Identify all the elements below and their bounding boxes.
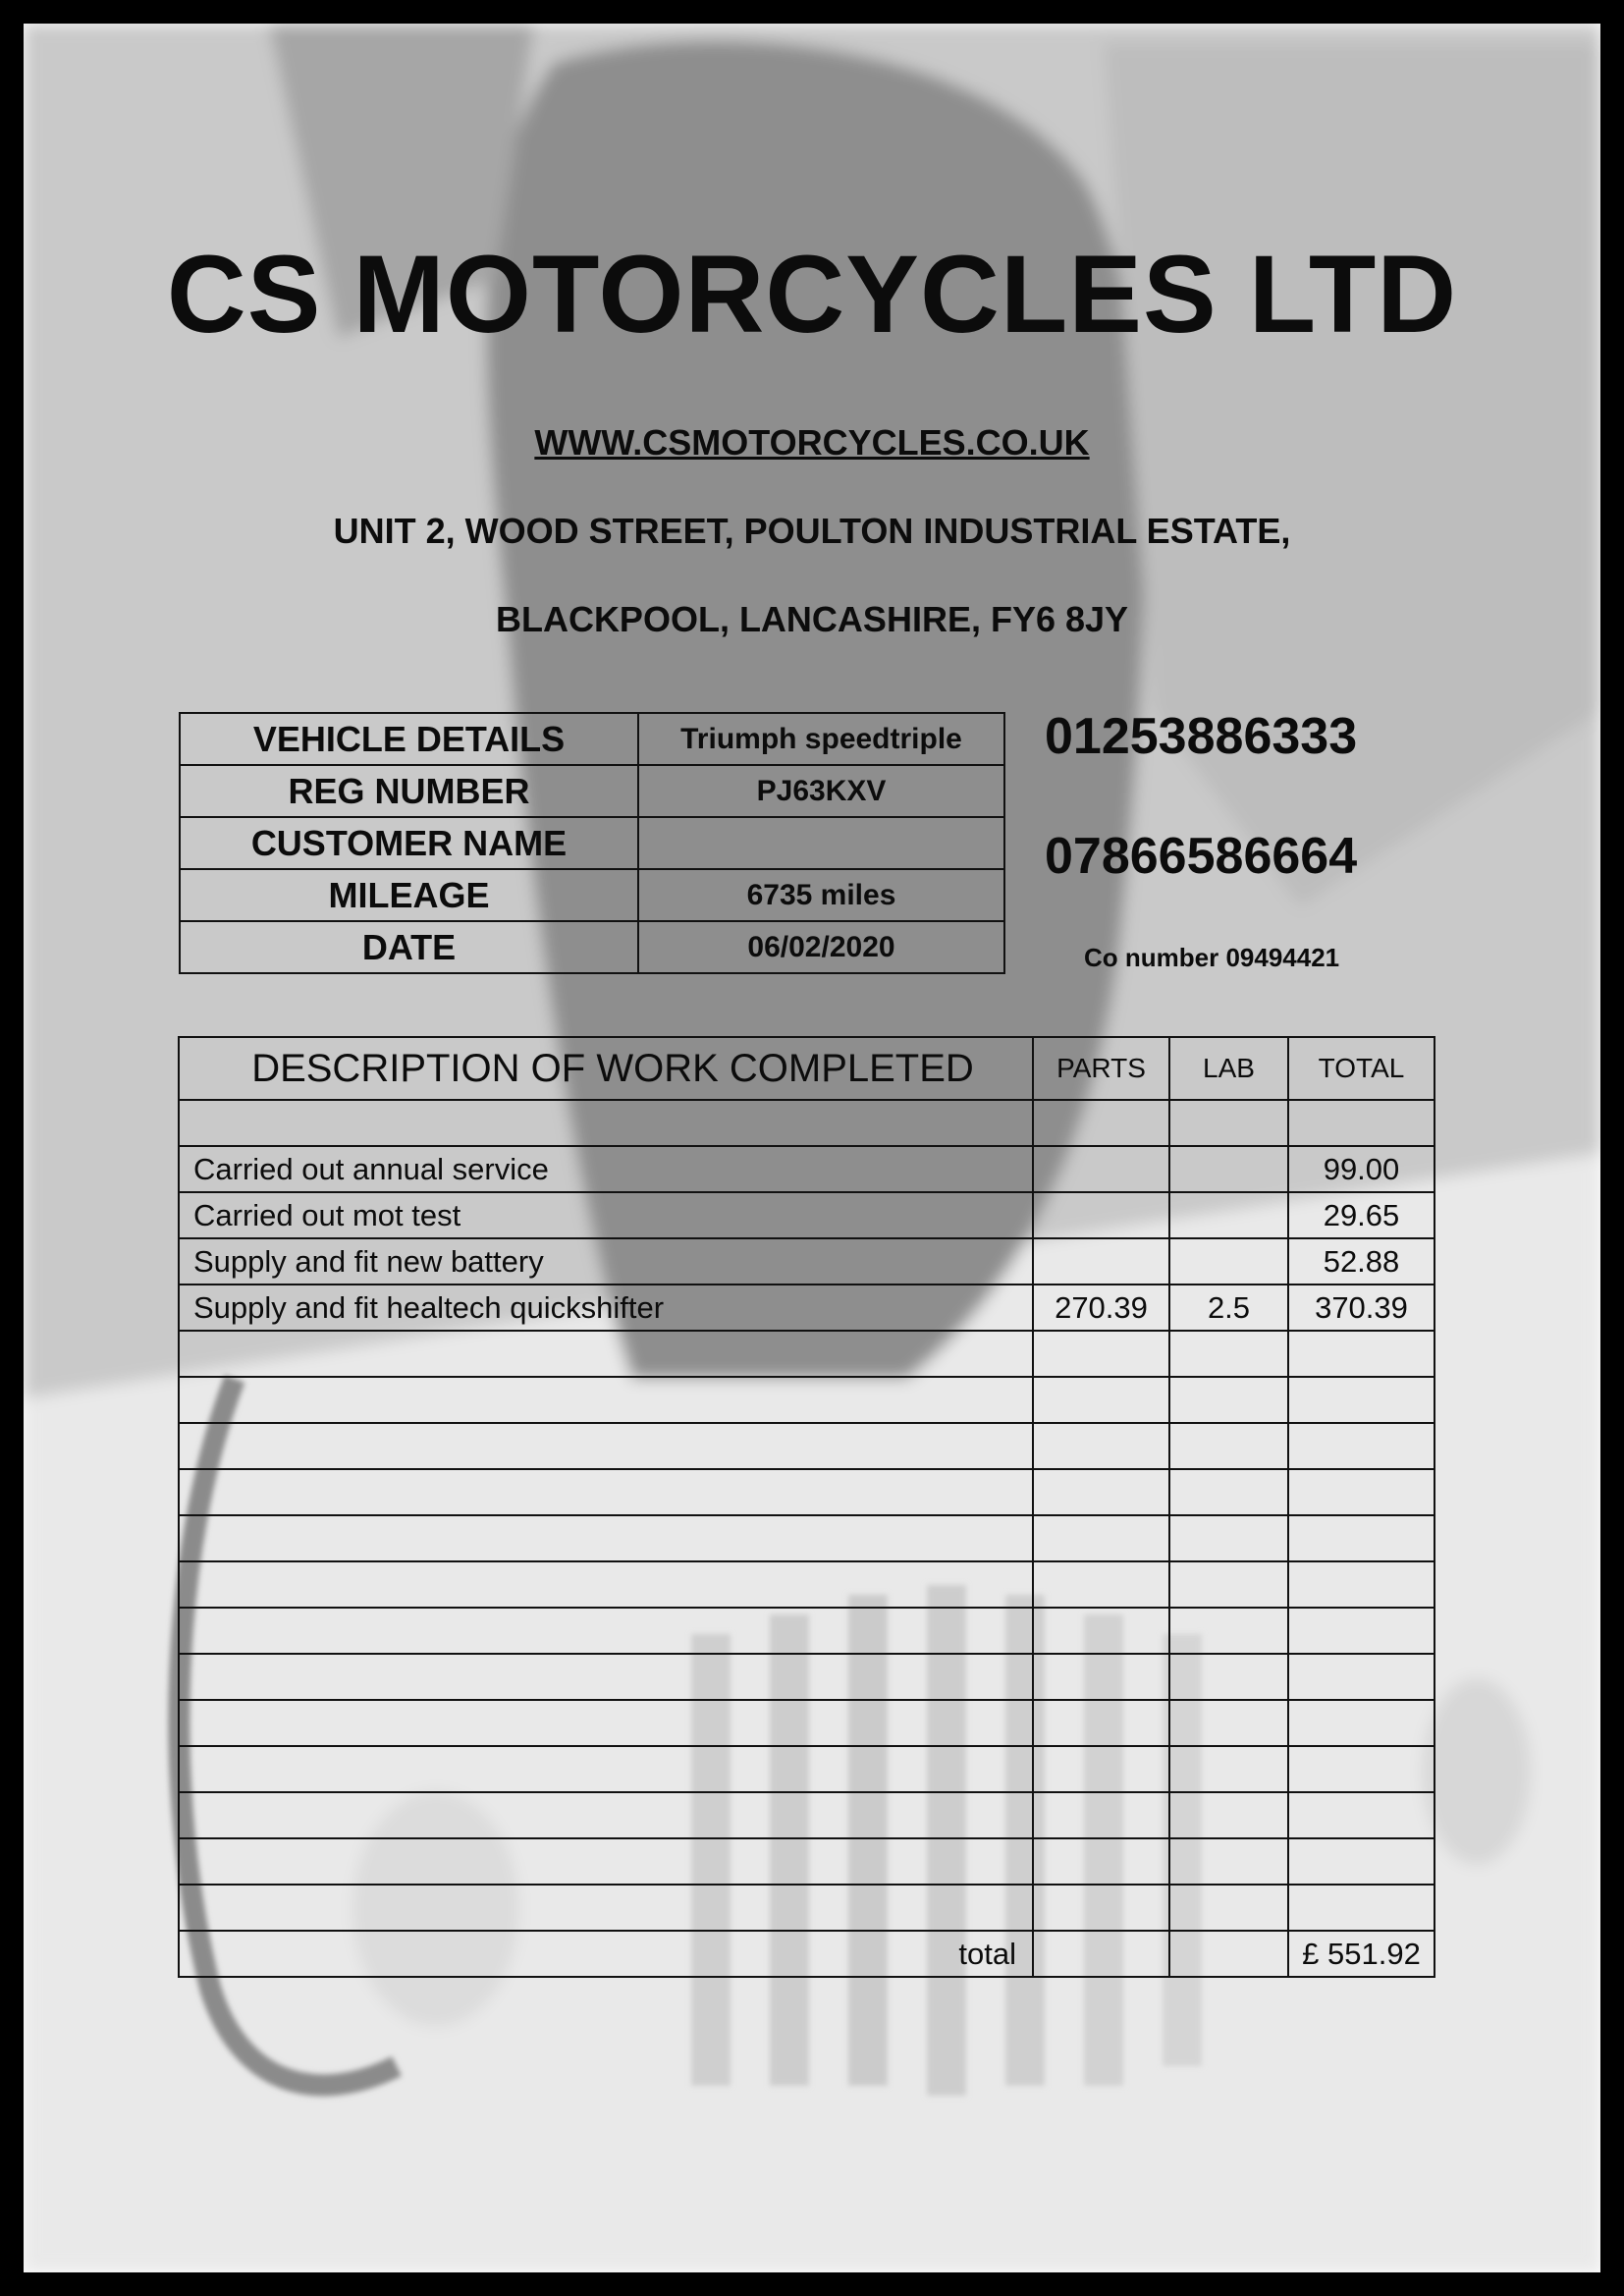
empty-table-row (179, 1608, 1435, 1654)
work-parts: 270.39 (1033, 1285, 1169, 1331)
mileage-value: 6735 miles (638, 869, 1004, 921)
phone-number-landline: 01253886333 (1045, 708, 1358, 765)
work-completed-table (178, 1036, 1435, 1978)
grand-total-value: £ 551.92 (1288, 1931, 1435, 1977)
work-total: 370.39 (1288, 1285, 1435, 1331)
work-table-header-row (179, 1037, 1435, 1100)
date-value: 06/02/2020 (638, 921, 1004, 973)
lab-column-header: LAB (1169, 1037, 1288, 1100)
mileage-label: MILEAGE (180, 869, 638, 921)
phone-number-mobile: 07866586664 (1045, 828, 1358, 885)
vehicle-row (180, 921, 1004, 973)
work-description: Supply and fit new battery (179, 1238, 1033, 1285)
reg-number-label: REG NUMBER (180, 765, 638, 817)
vehicle-details-value: Triumph speedtriple (638, 713, 1004, 765)
customer-name-value (638, 817, 1004, 869)
vehicle-details-table (179, 712, 1005, 974)
company-registration-number: Co number 09494421 (1084, 943, 1340, 972)
empty-table-row (179, 1700, 1435, 1746)
table-row (179, 1100, 1435, 1146)
empty-table-row (179, 1469, 1435, 1515)
description-column-header: DESCRIPTION OF WORK COMPLETED (179, 1037, 1033, 1100)
work-total: 52.88 (1288, 1238, 1435, 1285)
company-website-link[interactable]: WWW.CSMOTORCYCLES.CO.UK (534, 422, 1090, 463)
work-parts (1033, 1238, 1169, 1285)
empty-table-row (179, 1423, 1435, 1469)
table-row (179, 1192, 1435, 1238)
empty-table-row (179, 1885, 1435, 1931)
work-lab: 2.5 (1169, 1285, 1288, 1331)
empty-table-row (179, 1654, 1435, 1700)
work-total (1288, 1100, 1435, 1146)
empty-table-row (179, 1331, 1435, 1377)
grand-total-row (179, 1931, 1435, 1977)
vehicle-details-label: VEHICLE DETAILS (180, 713, 638, 765)
work-total: 99.00 (1288, 1146, 1435, 1192)
table-row (179, 1146, 1435, 1192)
empty-table-row (179, 1377, 1435, 1423)
work-parts (1033, 1192, 1169, 1238)
work-total: 29.65 (1288, 1192, 1435, 1238)
work-lab (1169, 1100, 1288, 1146)
total-column-header: TOTAL (1288, 1037, 1435, 1100)
vehicle-row (180, 713, 1004, 765)
company-address-line-2: BLACKPOOL, LANCASHIRE, FY6 8JY (495, 599, 1129, 639)
work-lab (1169, 1146, 1288, 1192)
work-lab (1169, 1192, 1288, 1238)
work-lab (1169, 1238, 1288, 1285)
customer-name-label: CUSTOMER NAME (180, 817, 638, 869)
work-description (179, 1100, 1033, 1146)
table-row (179, 1238, 1435, 1285)
empty-table-row (179, 1746, 1435, 1792)
vehicle-row (180, 817, 1004, 869)
work-description: Supply and fit healtech quickshifter (179, 1285, 1033, 1331)
reg-number-value: PJ63KXV (638, 765, 1004, 817)
work-parts (1033, 1146, 1169, 1192)
work-description: Carried out annual service (179, 1146, 1033, 1192)
work-description: Carried out mot test (179, 1192, 1033, 1238)
empty-table-row (179, 1515, 1435, 1561)
company-address-line-1: UNIT 2, WOOD STREET, POULTON INDUSTRIAL ESTATE, (333, 511, 1291, 551)
empty-table-row (179, 1792, 1435, 1838)
empty-table-row (179, 1561, 1435, 1608)
invoice-sheet (24, 24, 1600, 2272)
parts-column-header: PARTS (1033, 1037, 1169, 1100)
total-label: total (179, 1931, 1033, 1977)
table-row (179, 1285, 1435, 1331)
date-label: DATE (180, 921, 638, 973)
work-parts (1033, 1100, 1169, 1146)
empty-table-row (179, 1838, 1435, 1885)
vehicle-row (180, 869, 1004, 921)
vehicle-row (180, 765, 1004, 817)
company-name: CS MOTORCYCLES LTD (166, 233, 1458, 355)
